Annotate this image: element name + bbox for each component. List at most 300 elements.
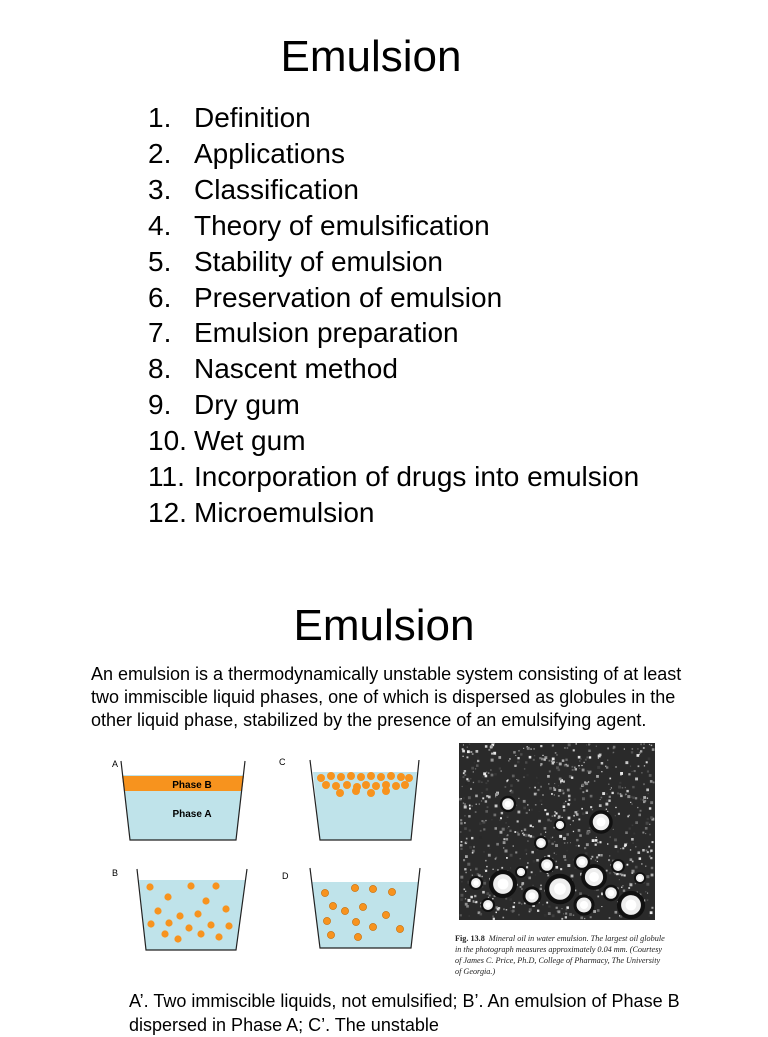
grain <box>485 820 486 821</box>
globule <box>608 890 614 896</box>
grain <box>602 792 605 795</box>
grain <box>478 780 481 783</box>
grain <box>469 830 471 832</box>
grain <box>465 782 468 785</box>
grain <box>573 820 574 821</box>
grain <box>646 789 649 792</box>
grain <box>483 851 485 853</box>
grain <box>508 760 509 761</box>
grain <box>589 827 591 829</box>
grain <box>526 812 528 814</box>
grain <box>552 816 553 817</box>
grain <box>494 814 497 817</box>
grain <box>615 815 616 816</box>
grain <box>598 854 600 856</box>
grain <box>546 813 549 816</box>
grain <box>552 914 555 917</box>
grain <box>649 807 651 809</box>
grain <box>463 803 464 804</box>
grain <box>558 785 559 786</box>
grain <box>537 789 539 791</box>
grain <box>510 907 511 908</box>
grain <box>460 914 462 916</box>
grain <box>527 841 528 842</box>
figure-caption-text: Mineral oil in water emulsion. The largest oil globule in the photograph measures approximately 0.04 mm. (Courtesy of James C. Price, Ph.D, College of Pharmacy, The University of Georgia.) <box>455 934 665 976</box>
grain <box>607 843 608 844</box>
grain <box>640 743 642 745</box>
grain <box>499 820 500 821</box>
grain <box>648 793 649 794</box>
grain <box>460 848 462 850</box>
grain <box>592 839 595 842</box>
grain <box>577 810 578 811</box>
grain <box>521 903 522 904</box>
grain <box>503 847 504 848</box>
grain <box>474 762 475 763</box>
grain <box>649 774 652 777</box>
grain <box>567 765 569 767</box>
grain <box>556 866 559 869</box>
label-d: D <box>282 871 289 881</box>
grain <box>643 801 645 803</box>
grain <box>463 797 465 799</box>
grain <box>515 755 516 756</box>
grain <box>547 819 550 822</box>
grain <box>637 807 638 808</box>
globule <box>405 774 413 782</box>
grain <box>480 913 483 916</box>
grain <box>474 900 475 901</box>
grain <box>564 859 566 861</box>
grain <box>527 774 529 776</box>
grain <box>514 765 516 767</box>
topic-label: Preservation of emulsion <box>194 281 503 313</box>
topic-number: 11. <box>148 461 185 493</box>
grain <box>607 811 608 812</box>
topic-number: 2. <box>148 137 172 169</box>
globule <box>528 892 535 899</box>
grain <box>496 912 498 914</box>
grain <box>569 913 572 916</box>
grain <box>645 833 646 834</box>
grain <box>476 750 479 753</box>
grain <box>523 748 524 749</box>
grain <box>597 909 600 912</box>
grain <box>622 787 624 789</box>
grain <box>556 861 558 863</box>
grain <box>464 774 466 776</box>
grain <box>534 793 537 796</box>
grain <box>467 747 468 748</box>
globule <box>147 920 154 927</box>
grain <box>574 798 576 800</box>
grain <box>552 758 555 761</box>
grain <box>533 759 535 761</box>
grain <box>460 898 463 901</box>
globule <box>185 924 192 931</box>
globule <box>369 885 376 892</box>
grain <box>460 819 462 821</box>
grain <box>564 747 565 748</box>
grain <box>529 756 532 759</box>
globule <box>392 782 400 790</box>
grain <box>578 765 579 766</box>
globule <box>323 917 330 924</box>
grain <box>635 821 638 824</box>
grain <box>464 770 466 772</box>
topic-number: 6. <box>148 281 172 313</box>
globule <box>538 840 543 845</box>
globule <box>347 772 355 780</box>
label-b: B <box>112 868 119 878</box>
grain <box>595 860 596 861</box>
grain <box>518 902 520 904</box>
globule <box>377 773 385 781</box>
topic-label: Nascent method <box>194 353 398 385</box>
grain <box>619 879 620 880</box>
grain <box>564 842 566 844</box>
grain <box>486 772 487 773</box>
grain <box>503 841 506 844</box>
topic-number: 4. <box>148 209 172 241</box>
grain <box>647 798 648 799</box>
grain <box>609 855 610 856</box>
grain <box>620 793 622 795</box>
grain <box>464 806 467 809</box>
label-c: C <box>279 757 286 767</box>
grain <box>556 854 557 855</box>
grain <box>584 918 585 919</box>
globule <box>397 773 405 781</box>
grain <box>631 838 634 841</box>
grain <box>540 885 542 887</box>
grain <box>475 868 478 871</box>
grain <box>475 811 477 813</box>
globule <box>317 774 325 782</box>
grain <box>492 898 493 899</box>
grain <box>580 788 582 790</box>
grain <box>561 908 562 909</box>
grain <box>521 888 523 890</box>
grain <box>520 749 521 750</box>
grain <box>464 803 466 805</box>
grain <box>495 796 496 797</box>
grain <box>468 815 470 817</box>
globule <box>473 880 478 885</box>
grain <box>520 886 522 888</box>
grain <box>505 786 507 788</box>
grain <box>568 743 571 746</box>
grain <box>592 809 593 810</box>
grain <box>504 832 507 835</box>
grain <box>542 904 543 905</box>
grain <box>500 817 502 819</box>
grain <box>643 743 645 745</box>
globule <box>519 870 524 875</box>
grain <box>517 832 519 834</box>
grain <box>555 844 558 847</box>
grain <box>462 788 464 790</box>
grain <box>606 766 608 768</box>
grain <box>565 801 566 802</box>
grain <box>585 759 587 761</box>
grain <box>536 859 539 862</box>
grain <box>482 891 485 894</box>
grain <box>510 854 513 857</box>
globule <box>215 933 222 940</box>
grain <box>609 778 611 780</box>
grain <box>638 851 641 854</box>
grain <box>584 781 586 783</box>
grain <box>614 839 617 842</box>
grain <box>650 780 653 783</box>
grain <box>494 773 497 776</box>
grain <box>548 905 550 907</box>
grain <box>485 745 488 748</box>
grain <box>582 769 585 772</box>
grain <box>488 796 491 799</box>
grain <box>584 847 586 849</box>
grain <box>463 756 464 757</box>
grain <box>461 881 462 882</box>
grain <box>552 843 554 845</box>
grain <box>611 787 612 788</box>
grain <box>649 824 650 825</box>
grain <box>512 910 515 913</box>
grain <box>643 747 645 749</box>
grain <box>647 893 648 894</box>
grain <box>607 760 608 761</box>
grain <box>603 773 605 775</box>
grain <box>556 762 557 763</box>
grain <box>588 744 590 746</box>
grain <box>514 902 516 904</box>
globule <box>498 879 509 890</box>
grain <box>502 828 505 831</box>
grain <box>540 888 542 890</box>
grain <box>503 917 505 919</box>
grain <box>487 806 489 808</box>
grain <box>465 855 468 858</box>
grain <box>484 869 485 870</box>
grain <box>518 811 521 814</box>
grain <box>572 766 574 768</box>
grain <box>498 835 500 837</box>
grain <box>460 831 462 833</box>
grain <box>482 776 484 778</box>
grain <box>586 812 589 815</box>
grain <box>520 858 521 859</box>
grain <box>501 812 503 814</box>
grain <box>566 764 567 765</box>
grain <box>637 748 639 750</box>
grain <box>568 795 571 798</box>
grain <box>588 781 589 782</box>
grain <box>627 795 630 798</box>
grain <box>569 803 570 804</box>
grain <box>525 761 527 763</box>
grain <box>615 807 616 808</box>
grain <box>562 790 564 792</box>
grain <box>646 761 648 763</box>
grain <box>569 799 571 801</box>
grain <box>540 745 542 747</box>
grain <box>496 792 498 794</box>
grain <box>615 766 617 768</box>
grain <box>472 852 474 854</box>
globule <box>485 902 490 907</box>
globule <box>351 884 358 891</box>
grain <box>560 868 562 870</box>
grain <box>620 772 623 775</box>
grain <box>554 788 557 791</box>
grain <box>618 786 621 789</box>
grain <box>638 765 640 767</box>
grain <box>509 898 512 901</box>
grain <box>647 899 649 901</box>
grain <box>601 762 604 765</box>
grain <box>552 745 554 747</box>
grain <box>622 847 624 849</box>
grain <box>573 815 575 817</box>
grain <box>499 767 501 769</box>
grain <box>495 805 498 808</box>
grain <box>485 800 487 802</box>
grain <box>597 861 598 862</box>
grain <box>512 775 515 778</box>
grain <box>641 863 642 864</box>
grain <box>642 832 644 834</box>
grain <box>615 845 618 848</box>
grain <box>580 917 583 920</box>
grain <box>548 783 550 785</box>
grain <box>490 769 492 771</box>
grain <box>637 754 640 757</box>
grain <box>540 786 542 788</box>
grain <box>469 916 470 917</box>
topic-label: Applications <box>194 137 345 169</box>
grain <box>461 841 463 843</box>
grain <box>489 848 490 849</box>
grain <box>461 894 464 897</box>
grain <box>544 759 546 761</box>
grain <box>470 788 472 790</box>
grain <box>613 829 614 830</box>
grain <box>531 809 533 811</box>
grain <box>464 815 465 816</box>
grain <box>579 760 580 761</box>
grain <box>475 795 478 798</box>
grain <box>567 783 569 785</box>
grain <box>470 778 471 779</box>
grain <box>612 767 613 768</box>
topic-label: Microemulsion <box>194 496 375 528</box>
globule <box>554 883 566 895</box>
grain <box>481 782 482 783</box>
grain <box>649 915 651 917</box>
grain <box>606 809 607 810</box>
globule <box>359 903 366 910</box>
grain <box>565 913 567 915</box>
grain <box>651 907 653 909</box>
globule <box>396 925 403 932</box>
grain <box>590 806 592 808</box>
grain <box>532 836 534 838</box>
grain <box>472 850 475 853</box>
grain <box>640 799 642 801</box>
grain <box>485 782 487 784</box>
grain <box>608 800 610 802</box>
globule <box>327 931 334 938</box>
grain <box>570 842 571 843</box>
grain <box>620 795 623 798</box>
grain <box>550 820 552 822</box>
grain <box>541 804 542 805</box>
grain <box>538 782 540 784</box>
grain <box>635 797 637 799</box>
grain <box>531 871 533 873</box>
grain <box>652 748 655 751</box>
grain <box>591 858 592 859</box>
grain <box>538 820 541 823</box>
grain <box>503 908 505 910</box>
grain <box>517 833 519 835</box>
grain <box>462 786 463 787</box>
grain <box>613 752 614 753</box>
topic-label: Incorporation of drugs into emulsion <box>194 461 640 493</box>
grain <box>559 763 562 766</box>
grain <box>507 780 509 782</box>
grain <box>519 826 521 828</box>
grain <box>460 777 461 778</box>
globule <box>194 910 201 917</box>
grain <box>653 782 655 784</box>
globule <box>558 823 563 828</box>
grain <box>621 887 622 888</box>
grain <box>595 839 598 842</box>
label-a: A <box>112 759 119 769</box>
grain <box>516 779 517 780</box>
grain <box>635 846 636 847</box>
globule <box>362 781 370 789</box>
topic-number: 5. <box>148 245 172 277</box>
globule <box>589 872 599 882</box>
grain <box>630 858 633 861</box>
grain <box>638 814 641 817</box>
grain <box>521 830 522 831</box>
grain <box>643 799 645 801</box>
grain <box>619 782 621 784</box>
grain <box>630 766 631 767</box>
grain <box>599 804 602 807</box>
grain <box>485 870 487 872</box>
grain <box>539 811 540 812</box>
grain <box>481 792 482 793</box>
grain <box>493 752 496 755</box>
grain <box>600 854 603 857</box>
grain <box>588 750 590 752</box>
globule <box>367 772 375 780</box>
grain <box>647 818 649 820</box>
grain <box>629 815 630 816</box>
grain <box>613 746 616 749</box>
grain <box>600 799 601 800</box>
globule <box>154 907 161 914</box>
globule <box>187 882 194 889</box>
grain <box>534 787 536 789</box>
grain <box>558 795 560 797</box>
grain <box>641 772 642 773</box>
